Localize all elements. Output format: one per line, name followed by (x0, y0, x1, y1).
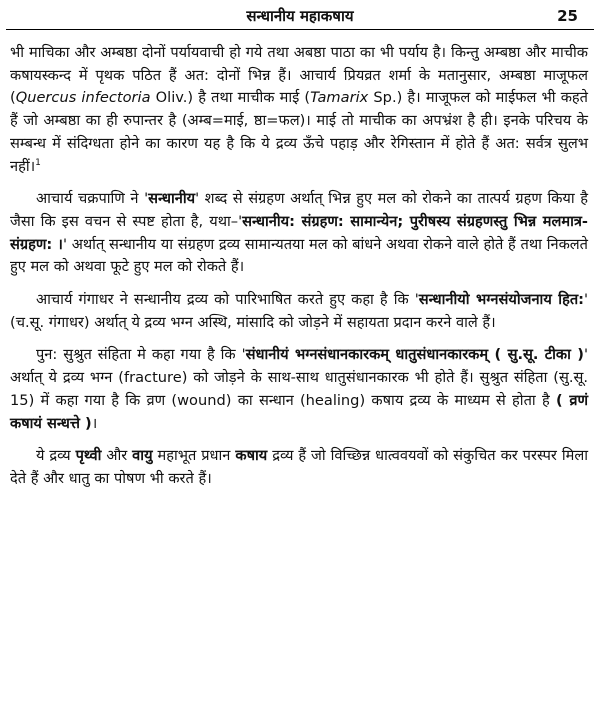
text-run: आचार्य चक्रपाणि ने ' (36, 190, 149, 208)
text-run: ये द्रव्य (36, 447, 76, 465)
page-header (0, 5, 600, 29)
bold-text: सन्धानीय (148, 190, 196, 208)
page-body (10, 42, 588, 501)
paragraph-5 (10, 445, 588, 490)
bold-text: संधानीयं भग्नसंधानकारकम् धातुसंधानकारकम् ( सु.सू. टीका ) (245, 346, 584, 364)
text-run: आचार्य गंगाधर ने सन्धानीय द्रव्य को पारिभाषित करते हुए कहा है कि ' (36, 291, 419, 309)
bold-text: पृथ्वी (75, 447, 102, 465)
paragraph-2 (10, 188, 588, 279)
bold-text: ( व्रणं कषायं सन्धत्ते ) (10, 391, 589, 432)
bold-text: सन्धानीयो भग्नसंयोजनाय हित: (418, 291, 584, 309)
page-number: 25 (557, 7, 578, 25)
text-run: Oliv.) है तथा माचीक माई ( (150, 89, 311, 107)
text-run: ' शब्द से संग्रहण अर्थात् भिन्न हुए मल को रोकने का तात्पर्य ग्रहण किया है जैसा कि इस वचन से स्पष्ट होता है, यथा–' (10, 190, 588, 230)
text-run: और (101, 447, 133, 465)
text-run: द्रव्य हैं जो विच्छिन्न धात्ववयवों को संकुचित कर परस्पर मिला देते हैं और धातु का पोषण भी करते हैं। (10, 447, 588, 487)
running-title: सन्धानीय महाकषाय (246, 7, 354, 25)
paragraph-4 (10, 344, 588, 435)
text-run: Sp.) है। माजूफल को माईफल भी कहते हैं जो अम्बष्ठा का ही रुपान्तर है (अम्ब=माई, ष्ठा=फल)। माई तो माचीक का अपभ्रंश है ही। इनके परिचय के सम्बन्ध में संदिग्धता होने का कारण यह है कि ये द्रव्य ऊँचे पहाड़ और रेगिस्तान में होते हैं अत: सर्वत्र सुलभ नहीं। (10, 89, 588, 175)
bold-text: कषाय (235, 447, 268, 465)
text-run: ' अर्थात् ये द्रव्य भग्न (fracture) को जोड़ने के साथ-साथ धातुसंधानकारक भी होते हैं। सुश्रुत संहिता (सु.सू. 15) में कहा गया है कि व्रण (wound) का सन्धान (healing) कषाय द्रव्य के माध्यम से होता है (10, 346, 588, 409)
text-run: ' (च.सू. गंगाधर) अर्थात् ये द्रव्य भग्न अस्थि, मांसादि को जोड़ने में सहायता प्रदान करने वाले हैं। (10, 291, 588, 331)
bold-text: सन्धानीय: संग्रहण: सामान्येन; पुरीषस्य संग्रहणस्तु भिन्न मलमात्र-संग्रहण: । (10, 212, 588, 253)
text-run: । (91, 414, 98, 432)
italic-text: Tamarix (310, 89, 369, 107)
text-run: पुन: सुश्रुत संहिता मे कहा गया है कि ' (36, 346, 246, 364)
header-rule (6, 29, 594, 30)
paragraph-1 (10, 42, 588, 178)
paragraph-3 (10, 289, 588, 334)
text-run: ' अर्थात् सन्धानीय या संग्रहण द्रव्य सामान्यतया मल को बांधने अथवा रोकने वाले होते हैं तथा निकलते हुए मल को अथवा फूटे हुए मल को रोकते हैं। (10, 235, 588, 276)
bold-text: वायु (132, 447, 153, 465)
footnote-marker: 1 (35, 157, 41, 168)
text-run: भी माचिका और अम्बष्ठा दोनों पर्यायवाची हो गये तथा अबष्ठा पाठा का भी पर्याय है। किन्तु अम्बष्ठा और माचीक कषायस्कन्द में पृथक पठित हैं अत: दोनों भिन्न हैं। आचार्य प्रियव्रत शर्मा के मतानुसार, अम्बष्ठा माजूफल ( (10, 44, 588, 107)
italic-text: Quercus infectoria (15, 89, 151, 107)
text-run: महाभूत प्रधान (152, 447, 236, 465)
